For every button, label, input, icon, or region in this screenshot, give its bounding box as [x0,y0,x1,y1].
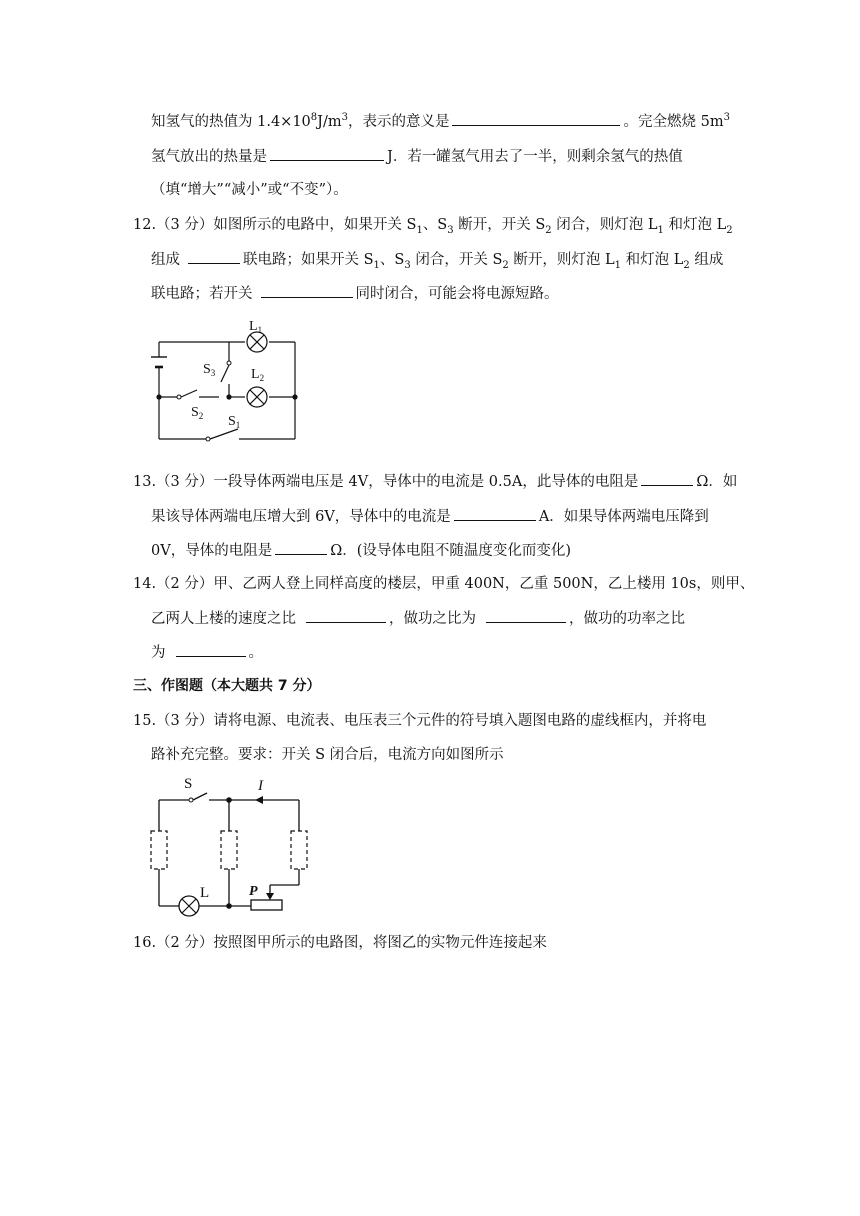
q16-text: 16.（2 分）按照图甲所示的电路图，将图乙的实物元件连接起来 [133,935,547,951]
q12-line-3 [151,283,559,304]
q12-text: 组成 [689,252,724,268]
q13-text: 0V，导体的电阻是 [151,543,273,559]
q11-line-2 [151,146,683,167]
q12-text: 闭合，则灯泡 L [551,217,658,233]
answer-blank[interactable] [486,608,566,623]
q11-text: 氢气放出的热量是 [151,149,267,165]
q14-text: 14.（2 分）甲、乙两人登上同样高度的楼层，甲重 400N，乙重 500N，乙上楼用 10s，则甲、 [133,576,755,592]
q12-text: 组成 [151,252,180,268]
q15-circuit-diagram [150,773,310,918]
q13-text: A．如果导体两端电压降到 [538,509,709,525]
subscript: 1 [373,259,380,271]
q13-line-2 [151,506,709,527]
q12-text: 同时闭合，可能会将电源短路。 [355,286,559,302]
subscript: 1 [657,224,664,236]
q11-text: 知氢气的热值为 1.4×10 [151,114,311,130]
exponent: 3 [341,112,348,124]
q14-text: ，做功之比为 [389,611,476,627]
subscript: 1 [416,224,423,236]
subscript: 1 [614,259,621,271]
q12-text: 12.（3 分）如图所示的电路中，如果开关 S [133,217,417,233]
q14-text: 乙两人上楼的速度之比 [151,611,296,627]
q12-text: 联电路；若开关 [151,286,253,302]
q13-line-3 [151,540,571,561]
q13-text: 果该导体两端电压增大到 6V，导体中的电流是 [151,509,451,525]
q11-text: ，表示的意义是 [347,114,450,130]
label-i: I [258,778,263,794]
q12-text: 、S [379,252,405,268]
q11-text: J．若一罐氢气用去了一半，则剩余氢气的热值 [387,149,683,165]
answer-blank[interactable] [261,283,353,298]
label-l: L [200,885,210,901]
label-s: S [184,776,193,792]
label-s2: $S_2$ [191,405,204,421]
q11-line-1 [151,111,730,132]
subscript: 2 [726,224,733,236]
q11-line-3 [151,180,348,200]
q15-text: 路补充完整。要求：开关 S 闭合后，电流方向如图所示 [151,747,504,763]
answer-blank[interactable] [176,642,246,657]
q15-line-1 [133,711,706,731]
q12-line-2 [151,249,723,270]
label-l2: $L_2$ [251,367,265,383]
q11-text: （填“增大”“减小”或“不变”）。 [151,182,348,198]
exponent: 8 [310,112,318,124]
q13-line-1 [133,471,737,492]
q11-text: J/m [317,114,342,130]
subscript: 2 [683,259,690,271]
q12-text: 断开，开关 S [453,217,546,233]
answer-blank[interactable] [306,608,386,623]
subscript: 3 [447,224,454,236]
q14-text: 。 [248,645,263,661]
q14-line-2 [151,608,685,629]
q12-text: 闭合，开关 S [410,252,503,268]
q12-circuit-diagram [148,312,308,444]
answer-blank[interactable] [452,111,620,126]
label-s3: $S_3$ [203,362,216,378]
q12-text: 断开，则灯泡 L [508,252,615,268]
section-title: 三、作图题（本大题共 7 分） [133,678,321,694]
q16-line-1 [133,933,547,953]
label-s1: $S_1$ [228,414,241,430]
answer-blank[interactable] [188,249,240,264]
q14-line-1 [133,574,754,594]
answer-blank[interactable] [454,506,536,521]
q13-text: 13.（3 分）一段导体两端电压是 4V，导体中的电流是 0.5A，此导体的电阻是 [133,474,639,490]
q15-text: 15.（3 分）请将电源、电流表、电压表三个元件的符号填入题图电路的虚线框内，并将电 [133,713,707,729]
q14-line-3 [151,642,263,663]
answer-blank[interactable] [641,471,693,486]
subscript: 2 [545,224,552,236]
q14-text: ，做功的功率之比 [569,611,685,627]
label-l1: $L_1$ [249,319,263,335]
q11-text: 。完全燃烧 5m [623,114,724,130]
exponent: 3 [723,112,730,124]
q13-text: Ω．如 [696,474,738,490]
q12-text: 联电路；如果开关 S [243,252,374,268]
q13-text: Ω．(设导体电阻不随温度变化而变化) [330,543,572,559]
subscript: 2 [502,259,509,271]
answer-blank[interactable] [275,540,327,555]
q15-line-2 [151,745,504,765]
subscript: 3 [404,259,411,271]
q12-text: 和灯泡 L [621,252,684,268]
label-p: P [249,884,258,899]
answer-blank[interactable] [270,146,384,161]
q12-text: 、S [422,217,448,233]
q12-line-1 [133,215,733,235]
section-heading [133,676,321,696]
q12-text: 和灯泡 L [663,217,727,233]
q14-text: 为 [151,645,166,661]
